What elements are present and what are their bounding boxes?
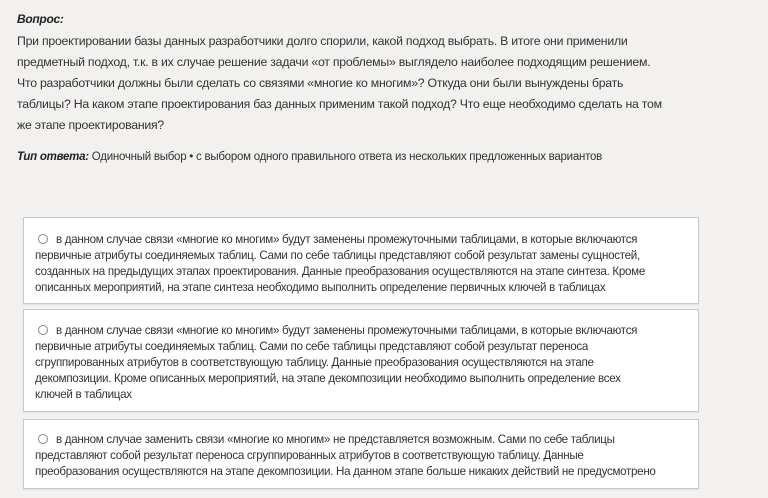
question-line: При проектировании базы данных разработчики долго спорили, какой подход выбрать. В итоге они применили (17, 34, 628, 48)
answer-option-3[interactable] (23, 419, 699, 489)
question-label: Вопрос: (17, 12, 64, 26)
question-line: Что разработчики должны были сделать со связями «многие ко многим»? Откуда они были вынуждены брать (17, 76, 624, 90)
answer-type-value: Одиночный выбор • с выбором одного правильного ответа из нескольких предложенных вариантов (91, 151, 602, 163)
answer-option-2[interactable] (23, 309, 699, 412)
option-line: преобразования осуществляются на этапе декомпозиции. На данном этапе больше никаких действий не предусмотрено (35, 465, 656, 478)
option-line: ключей в таблицах (35, 388, 132, 401)
option-line: в данном случае связи «многие ко многим» будут заменены промежуточными таблицами, в которые включаются (56, 324, 638, 337)
option-line: в данном случае связи «многие ко многим» будут заменены промежуточными таблицами, в которые включаются (56, 233, 638, 246)
option-line: декомпозиции. Кроме описанных мероприятий, на этапе декомпозиции необходимо выполнить определение всех (35, 372, 621, 385)
radio-button[interactable] (38, 325, 48, 335)
option-line: сгруппированных атрибутов в соответствующую таблицу. Данные преобразования осуществляются на этапе (35, 356, 594, 369)
option-line: представляют собой результат переноса сгруппированных атрибутов в соответствующую таблицу. Данные (35, 449, 584, 462)
question-line: таблицы? На каком этапе проектирования баз данных применим такой подход? Что еще необходимо сделать на том (17, 97, 662, 111)
option-line: описанных мероприятий, на этапе синтеза необходимо выполнить определение первичных ключей в таблицах (35, 281, 606, 294)
option-line: в данном случае заменить связи «многие ко многим» не представляется возможным. Сами по себе таблицы (56, 433, 615, 446)
option-line: первичные атрибуты соединяемых таблиц. Сами по себе таблицы представляют собой результат замены сущностей, (35, 249, 640, 262)
answer-option-1[interactable] (23, 217, 699, 304)
answer-type-label: Тип ответа: (17, 151, 89, 163)
question-text (17, 31, 662, 136)
question-line: предметный подход, т.к. в их случае решение задачи «от проблемы» выглядело наиболее подходящим решением. (17, 55, 651, 69)
answer-type (17, 151, 602, 163)
radio-button[interactable] (38, 234, 48, 244)
radio-button[interactable] (38, 434, 48, 444)
option-line: первичные атрибуты соединяемых таблиц. Сами по себе таблицы представляют собой результат переноса (35, 340, 589, 353)
option-line: созданных на предыдущих этапах проектирования. Данные преобразования осуществляются на этапе синтеза. Кроме (35, 265, 645, 278)
question-line: же этапе проектирования? (17, 118, 164, 132)
